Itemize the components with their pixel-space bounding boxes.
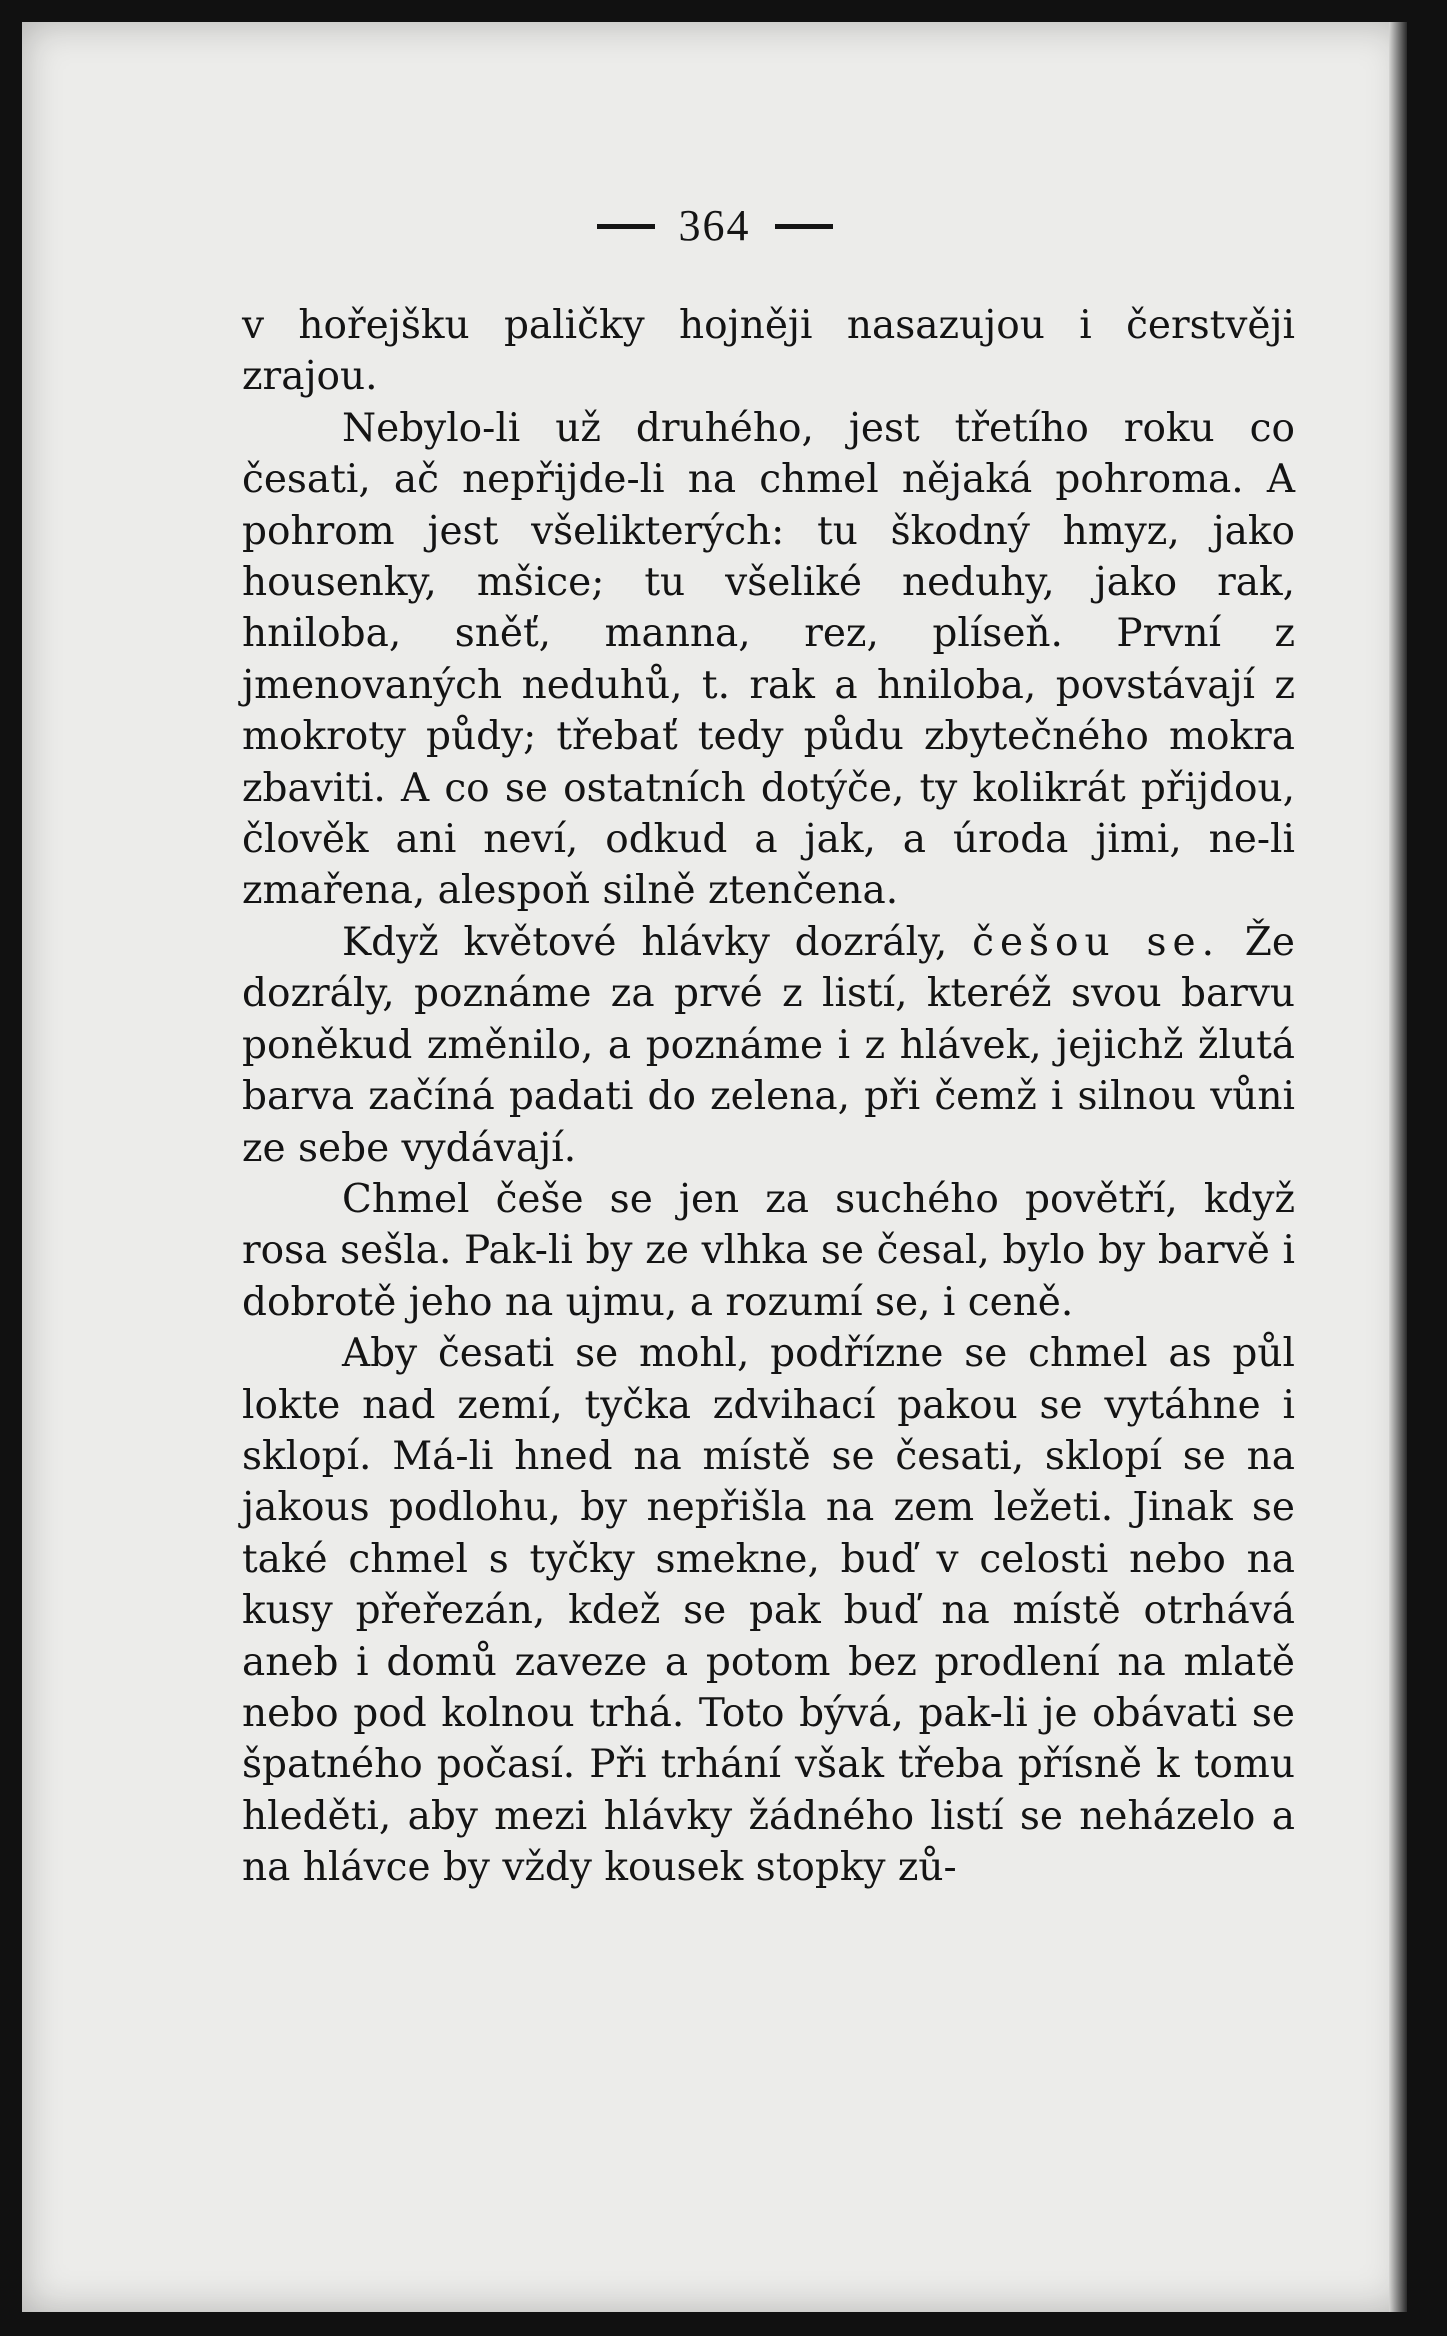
paragraph-1: v hořejšku paličky hojněji nasazujou i čerstvěji zrajou.	[242, 303, 1295, 400]
paragraph-3-rest: Že dozrály, poznáme za prvé z listí, kteréž svou barvu poněkud změnilo, a poznáme i z hlávek, jejichž žlutá barva začíná padati do zelena, při čemž i silnou vůni ze sebe vydávají.	[242, 919, 1295, 1171]
header-dash-right	[775, 224, 833, 229]
book-page	[22, 22, 1407, 2312]
paragraph-5: Aby česati se mohl, podřízne se chmel as půl lokte nad zemí, tyčka zdvihací pakou se vytáhne i sklopí. Má-li hned na místě se česati, sklopí se na jakous podlohu, by nepřišla na zem ležeti. Jinak se také chmel s tyčky smekne, buď v celosti nebo na kusy přeřezán, kdež se pak buď na místě otrhává aneb i domů zaveze a potom bez prodlení na mlatě nebo pod kolnou trhá. Toto bývá, pak-li je obávati se špatného počasí. Při trhání však třeba přísně k tomu hleděti, aby mezi hlávky žádného listí se neházelo a na hlávce by vždy kousek stopky zů-	[242, 1331, 1295, 1891]
body-text	[242, 300, 1295, 1894]
page-header	[22, 200, 1407, 251]
paragraph-3-emphasis: češou se.	[972, 919, 1220, 965]
page-number: 364	[678, 201, 751, 250]
paragraph-3	[242, 917, 1295, 1174]
page-edge-shadow	[1389, 22, 1407, 2312]
paragraph-2: Nebylo-li už druhého, jest třetího roku co česati, ač nepřijde-li na chmel nějaká pohroma. A pohrom jest všelikterých: tu škodný hmyz, jako housenky, mšice; tu všeliké neduhy, jako rak, hniloba, sněť, manna, rez, plíseň. První z jmenovaných neduhů, t. rak a hniloba, povstávají z mokroty půdy; třebať tedy půdu zbytečného mokra zbaviti. A co se ostatních dotýče, ty kolikrát přijdou, člověk ani neví, odkud a jak, a úroda jimi, ne-li zmařena, alespoň silně ztenčena.	[242, 405, 1295, 914]
paragraph-4: Chmel češe se jen za suchého povětří, když rosa sešla. Pak-li by ze vlhka se česal, bylo by barvě i dobrotě jeho na ujmu, a rozumí se, i ceně.	[242, 1176, 1295, 1325]
paragraph-3-lead: Když květové hlávky dozrály,	[342, 919, 948, 965]
header-dash-left	[597, 224, 655, 229]
